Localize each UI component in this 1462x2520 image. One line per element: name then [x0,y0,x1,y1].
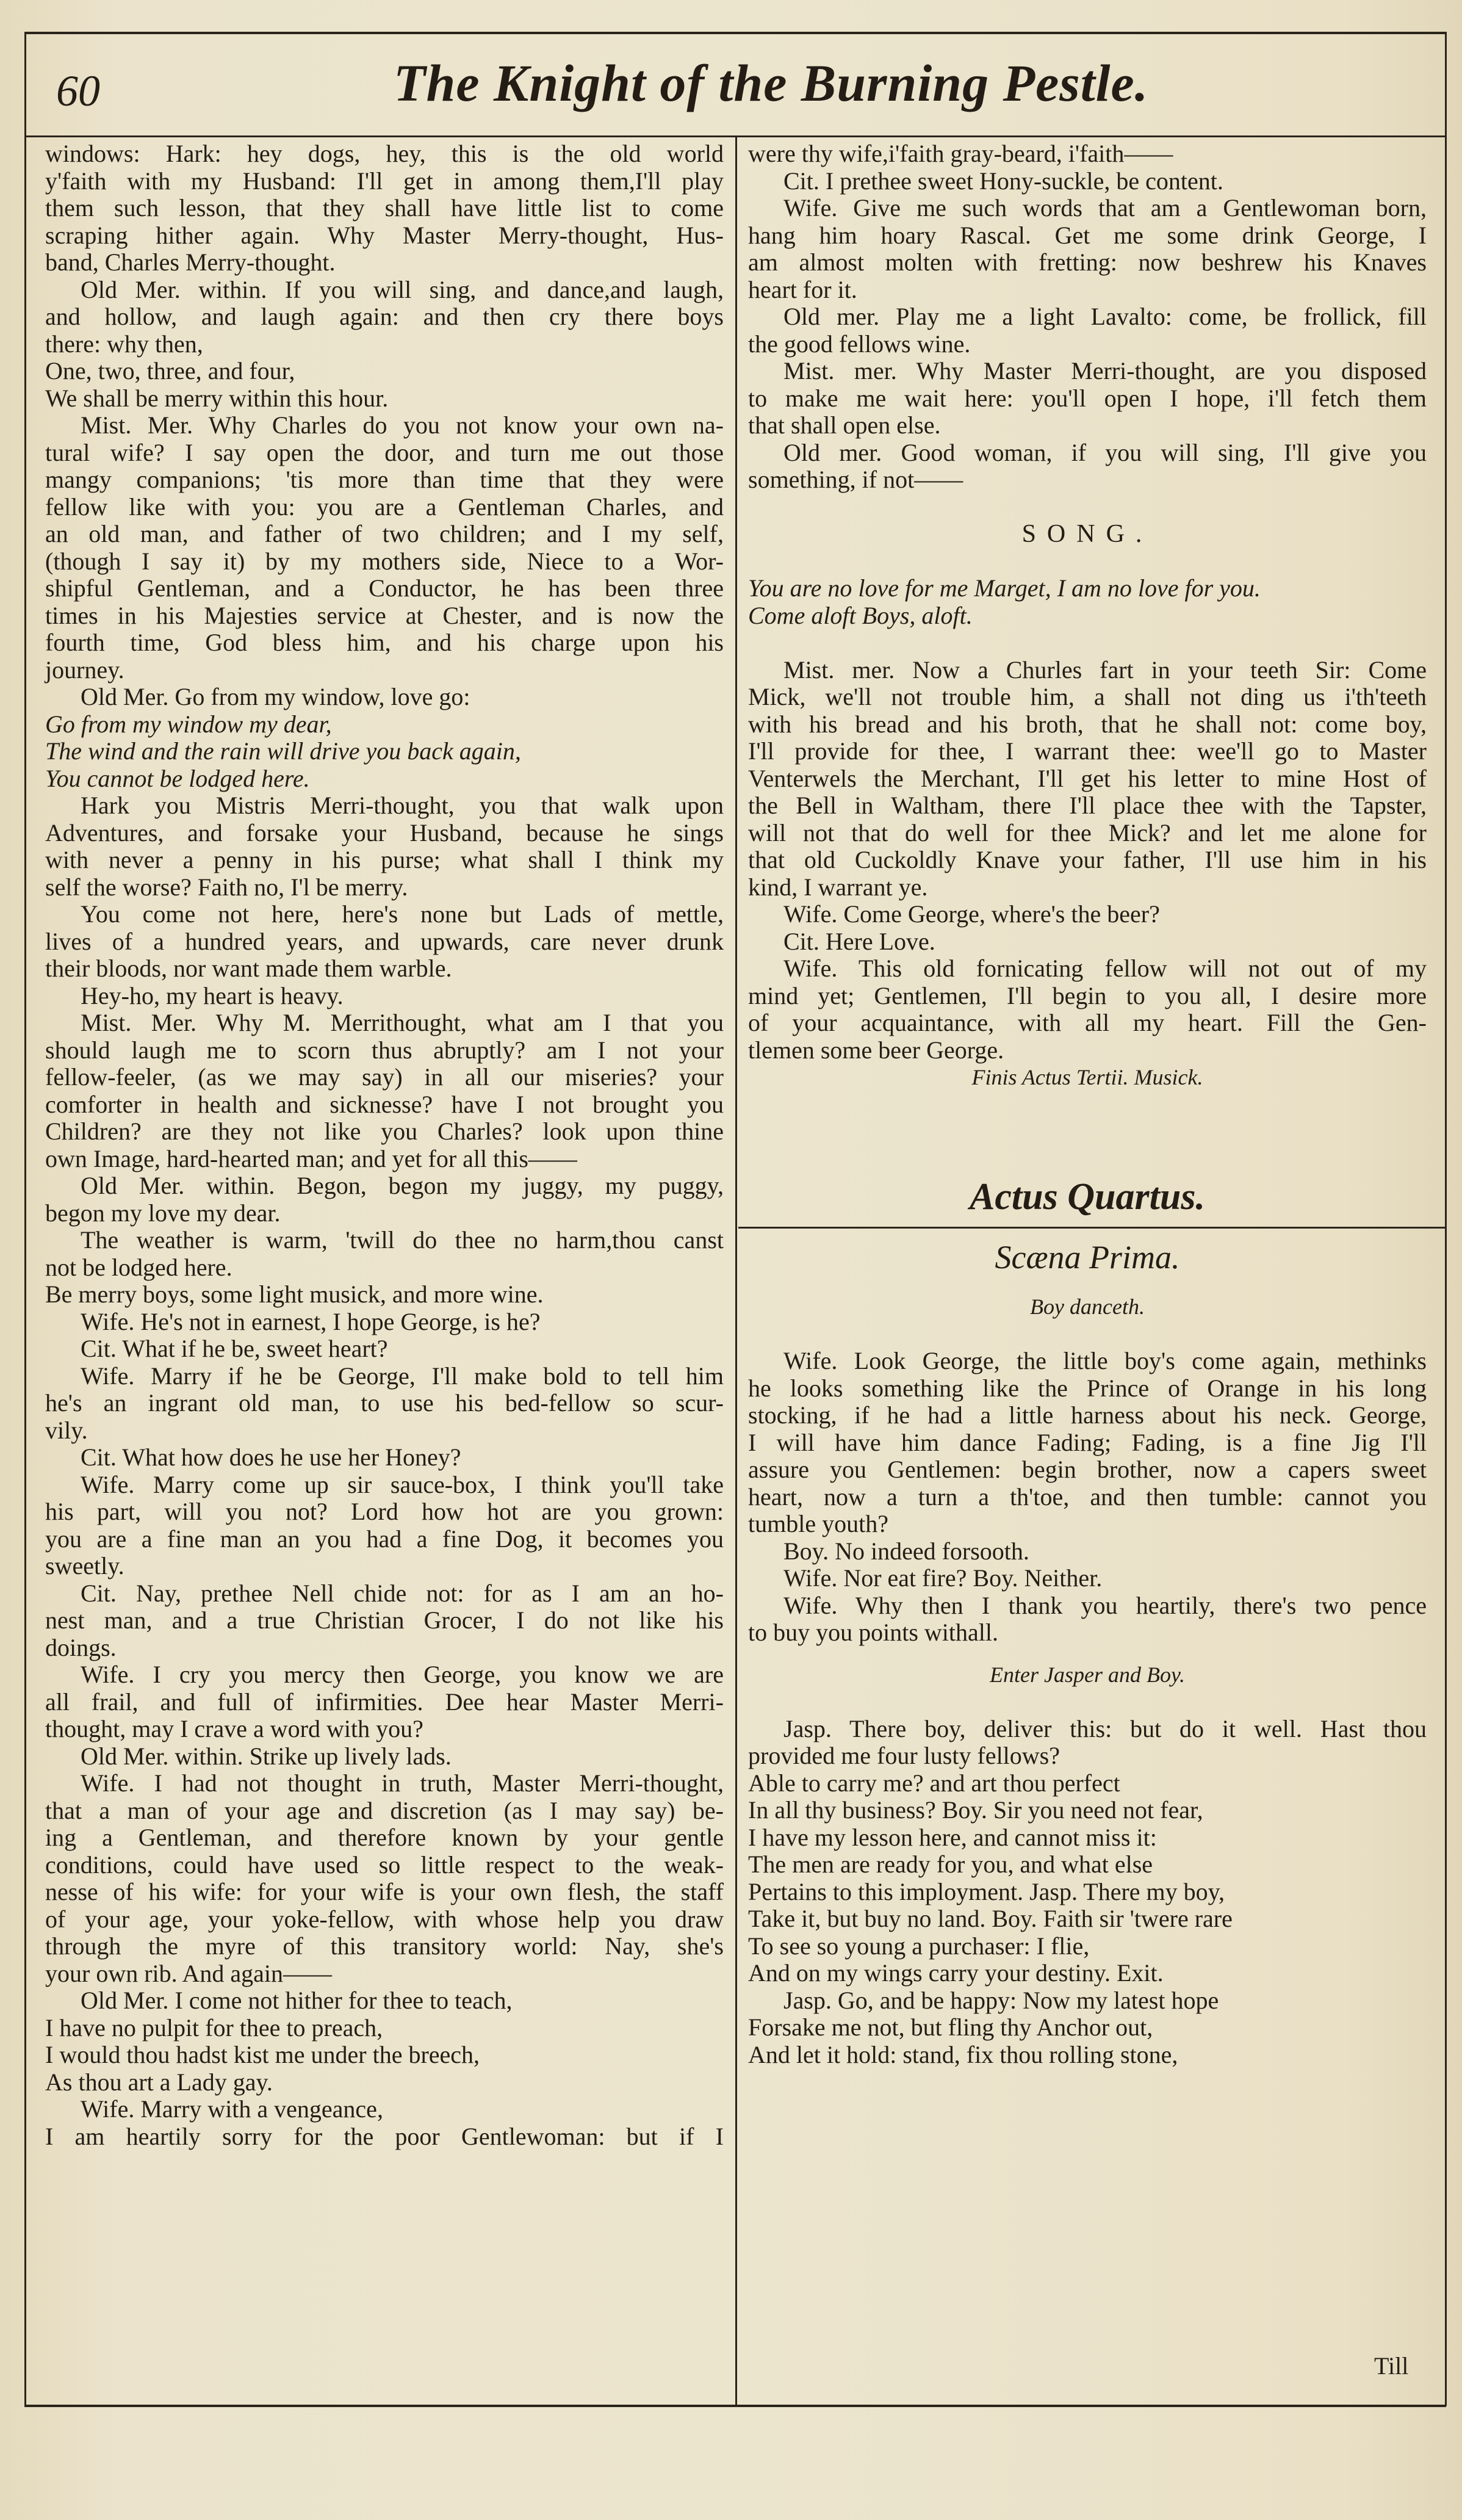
text-line: Boy danceth. [1030,1294,1145,1319]
text-line: I'll provide for thee, I warrant thee: wee'll go to Master [748,737,1427,765]
text-line [748,1688,1427,1716]
left-column [45,140,724,2150]
text-line: Boy. No indeed forsooth. [783,1537,1029,1565]
text-line: Hey-ho, my heart is heavy. [81,981,344,1009]
text-line: And on my wings carry your destiny. Exit. [748,1959,1164,1987]
text-line: vily. [45,1416,88,1444]
text-line: Jasp. Go, and be happy: Now my latest hope [783,1986,1219,2014]
text-line: Wife. Nor eat fire? Boy. Neither. [783,1564,1103,1592]
text-line: Old mer. Play me a light Lavalto: come, be frollick, fill [783,303,1427,330]
text-line: were thy wife,i'faith gray-beard, i'faith—— [748,140,1173,167]
text-line: that shall open else. [748,411,941,439]
text-line: to buy you points withall. [748,1619,998,1646]
text-line [748,629,1427,657]
text-line: comforter in health and sicknesse? have I not brought you [45,1090,724,1118]
text-line: you are a fine man an you had a fine Dog, it becomes you [45,1525,724,1553]
text-line: SONG. [1021,520,1153,548]
text-line: fellow-feeler, (as we may say) in all our miseries? your [45,1063,724,1091]
left-border-rule [24,32,26,2406]
text-line: there: why then, [45,330,203,358]
top-border-rule [24,32,1446,34]
text-line: Jasp. There boy, deliver this: but do it well. Hast thou [783,1714,1427,1742]
text-line: Wife. Come George, where's the beer? [783,900,1160,928]
text-line: Mist. mer. Why Master Merri-thought, are you disposed [783,357,1427,384]
text-line: that old Cuckoldly Knave your father, I'll use him in his [748,846,1427,873]
text-line: Cit. What how does he use her Honey? [81,1443,461,1471]
text-line: I would thou hadst kist me under the breech, [45,2041,480,2068]
text-line: Finis Actus Tertii. Musick. [971,1065,1203,1089]
text-line: their bloods, nor want made them warble. [45,955,452,982]
text-line: he's an ingrant old man, to use his bed-fellow so scur- [45,1389,724,1417]
text-line: Mist. Mer. Why Charles do you not know your own na- [81,411,724,439]
text-line: sweetly. [45,1552,124,1580]
text-line: of your age, your yoke-fellow, with whose help you draw [45,1905,724,1933]
text-line: mangy companions; 'tis more than time that they were [45,466,724,493]
text-line: Old mer. Good woman, if you will sing, I'll give you [783,438,1427,466]
text-line: In all thy business? Boy. Sir you need not fear, [748,1796,1203,1824]
text-line: he looks something like the Prince of Orange in his long [748,1374,1427,1402]
page-number: 60 [56,67,100,115]
text-line: Wife. I had not thought in truth, Master Merri-thought, [81,1769,724,1797]
text-line: scraping hither again. Why Master Merry-thought, Hus- [45,221,724,249]
text-line: of your acquaintance, with all my heart. Fill the Gen- [748,1009,1427,1036]
text-line: Wife. I cry you mercy then George, you know we are [81,1661,724,1688]
text-line: tural wife? I say open the door, and turn me out those [45,438,724,466]
text-line: the Bell in Waltham, there I'll place thee with the Tapster, [748,792,1427,819]
text-line: tumble youth? [748,1510,888,1537]
text-line [748,1321,1427,1348]
text-line: self the worse? Faith no, I'l be merry. [45,873,408,901]
text-line: with never a penny in his purse; what shall I think my [45,846,724,873]
text-line: You are no love for me Marget, I am no love for you. [748,574,1261,602]
text-line: doings. [45,1633,117,1661]
text-line: fourth time, God bless him, and his charge upon his [45,629,724,656]
text-line: As thou art a Lady gay. [45,2068,273,2096]
text-line: an old man, and father of two children; and I my self, [45,520,724,547]
text-line: will not that do well for thee Mick? and let me alone for [748,818,1427,847]
text-line [748,1146,1427,1173]
text-line: begon my love my dear. [45,1199,281,1227]
text-line: provided me four lusty fellows? [748,1742,1060,1769]
text-line: Cit. What if he be, sweet heart? [81,1335,388,1362]
text-line [748,1221,1427,1236]
text-line: own Image, hard-hearted man; and yet for all this—— [45,1144,577,1172]
text-line: through the myre of this transitory world: Nay, she's [45,1932,724,1960]
text-line: Go from my window my dear, [45,710,332,738]
text-line: Old Mer. within. If you will sing, and dance,and laugh, [81,275,724,303]
text-line: your own rib. And again—— [45,1959,332,1987]
text-line: them such lesson, that they shall have little list to come [45,194,724,222]
text-line: Enter Jasper and Boy. [990,1662,1185,1687]
text-line: not be lodged here. [45,1253,232,1281]
text-line: all frail, and full of infirmities. Dee hear Master Merri- [45,1688,724,1716]
text-line: ing a Gentleman, and therefore known by your gentle [45,1824,724,1851]
text-line: to make me wait here: you'll open I hope, i'll fetch them [748,384,1427,412]
text-line: Pertains to this imployment. Jasp. There my boy, [748,1877,1225,1905]
text-line: You cannot be lodged here. [45,764,310,792]
text-line: The wind and the rain will drive you back again, [45,737,521,765]
text-line: Wife. Marry if he be George, I'll make bold to tell him [81,1362,724,1390]
text-line: Wife. Marry with a vengeance, [81,2095,383,2123]
text-line: Old Mer. I come not hither for thee to teach, [81,1987,513,2014]
text-line: journey. [45,655,124,684]
text-line: Wife. This old fornicating fellow will not out of my [783,955,1427,982]
text-line: And let it hold: stand, fix thou rolling stone, [748,2040,1178,2068]
text-line: assure you Gentlemen: begin brother, now a capers sweet [748,1456,1427,1483]
text-line: Come aloft Boys, aloft. [748,601,973,629]
text-line [748,1118,1427,1146]
text-line [748,1647,1427,1661]
text-line: Wife. He's not in earnest, I hope George, is he? [81,1307,541,1335]
text-line: fellow like with you: you are a Gentleman Charles, and [45,493,724,521]
text-line: with his bread and his broth, that he shall not: come boy, [748,710,1427,738]
text-line: I have my lesson here, and cannot miss it: [748,1823,1157,1851]
column-divider [735,135,737,2406]
text-line: The weather is warm, 'twill do thee no harm,thou canst [81,1226,724,1254]
text-line: nesse of his wife: for your wife is your own flesh, the staff [45,1878,724,1905]
text-line: tlemen some beer George. [748,1036,1004,1064]
text-line: windows: Hark: hey dogs, hey, this is the old world [45,140,724,167]
text-line: Cit. Here Love. [783,927,935,955]
text-line: stocking, if he had a little harness about his neck. George, [748,1401,1427,1429]
text-line: One, two, three, and four, [45,357,295,384]
text-line: Scæna Prima. [995,1239,1180,1276]
text-line: shipful Gentleman, and a Conductor, he has been three [45,574,724,602]
text-line: The men are ready for you, and what else [748,1850,1153,1878]
text-line: Wife. Why then I thank you heartily, there's two pence [783,1591,1427,1619]
text-line: y'faith with my Husband: I'll get in among them,I'll play [45,167,724,195]
text-line: nest man, and a true Christian Grocer, I do not like his [45,1606,724,1634]
running-title: The Knight of the Burning Pestle. [394,54,1149,112]
text-line: Mist. mer. Now a Churles fart in your teeth Sir: Come [783,655,1427,684]
text-line: heart, now a turn a th'toe, and then tumble: cannot you [748,1482,1427,1511]
bottom-border-rule [24,2405,1446,2407]
text-line: (though I say it) by my mothers side, Niece to a Wor- [45,547,724,575]
text-line: Mick, we'll not trouble him, a shall not ding us i'th'teeth [748,683,1427,710]
text-line: To see so young a purchaser: I flie, [748,1932,1090,1960]
text-line: lives of a hundred years, and upwards, care never drunk [45,927,724,955]
text-line: Be merry boys, some light musick, and more wine. [45,1280,544,1308]
text-line: Hark you Mistris Merri-thought, you that walk upon [81,792,724,819]
text-line: We shall be merry within this hour. [45,384,389,412]
text-line: Old Mer. Go from my window, love go: [81,683,470,710]
text-line: hang him hoary Rascal. Get me some drink George, I [748,221,1427,249]
text-line: am almost molten with fretting: now beshrew his Knaves [748,248,1427,276]
right-column [748,140,1427,2068]
text-line: and hollow, and laugh again: and then cry there boys [45,303,724,330]
text-line: I will have him dance Fading; Fading, is a fine Jig I'll [748,1428,1427,1456]
text-line: conditions, could have used so little respect to the weak- [45,1850,724,1879]
text-line: mind yet; Gentlemen, I'll begin to you all, I desire more [748,981,1427,1009]
text-line: thought, may I crave a word with you? [45,1715,423,1742]
text-line: Cit. I prethee sweet Hony-suckle, be content. [783,167,1223,195]
text-line: Wife. Look George, the little boy's come again, methinks [783,1347,1427,1374]
text-line: Venterwels the Merchant, I'll get his letter to mine Host of [748,764,1427,792]
catchword: Till [1374,2352,1409,2380]
text-line: Old Mer. within. Begon, begon my juggy, my puggy, [81,1172,724,1199]
text-line: Adventures, and forsake your Husband, because he sings [45,818,724,847]
text-line: Mist. Mer. Why M. Merrithought, what am I that you [81,1009,724,1036]
text-line: Forsake me not, but fling thy Anchor out, [748,2013,1153,2041]
text-line: You come not here, here's none but Lads of mettle, [81,900,724,928]
text-line [748,1279,1427,1293]
text-line: Old Mer. within. Strike up lively lads. [81,1742,452,1770]
text-line: Take it, but buy no land. Boy. Faith sir 'twere rare [748,1905,1233,1932]
text-line: Cit. Nay, prethee Nell chide not: for as I am an ho- [81,1579,724,1607]
text-line: Wife. Marry come up sir sauce-box, I think you'll take [81,1470,724,1498]
text-line: times in his Majesties service at Chester, and is now the [45,601,724,629]
text-line [748,548,1427,576]
text-line: his part, will you not? Lord how hot are you grown: [45,1498,724,1525]
text-line: I have no pulpit for thee to preach, [45,2013,383,2042]
text-line [748,494,1427,521]
text-line: I am heartily sorry for the poor Gentlewoman: but if I [45,2122,724,2150]
text-line: something, if not—— [748,466,963,493]
text-line: Actus Quartus. [970,1176,1205,1218]
right-border-rule [1445,32,1447,2406]
text-line: Wife. Give me such words that am a Gentlewoman born, [783,194,1427,222]
text-line: that a man of your age and discretion (as I may say) be- [45,1796,724,1824]
text-line: Children? are they not like you Charles? look upon thine [45,1117,724,1145]
text-line: kind, I warrant ye. [748,873,928,901]
text-line [748,1091,1427,1119]
text-line: band, Charles Merry-thought. [45,248,336,276]
text-line: heart for it. [748,275,857,303]
text-line: should laugh me to scorn thus abruptly? am I not your [45,1036,724,1064]
text-line: Able to carry me? and art thou perfect [748,1769,1120,1797]
text-line: the good fellows wine. [748,330,971,358]
